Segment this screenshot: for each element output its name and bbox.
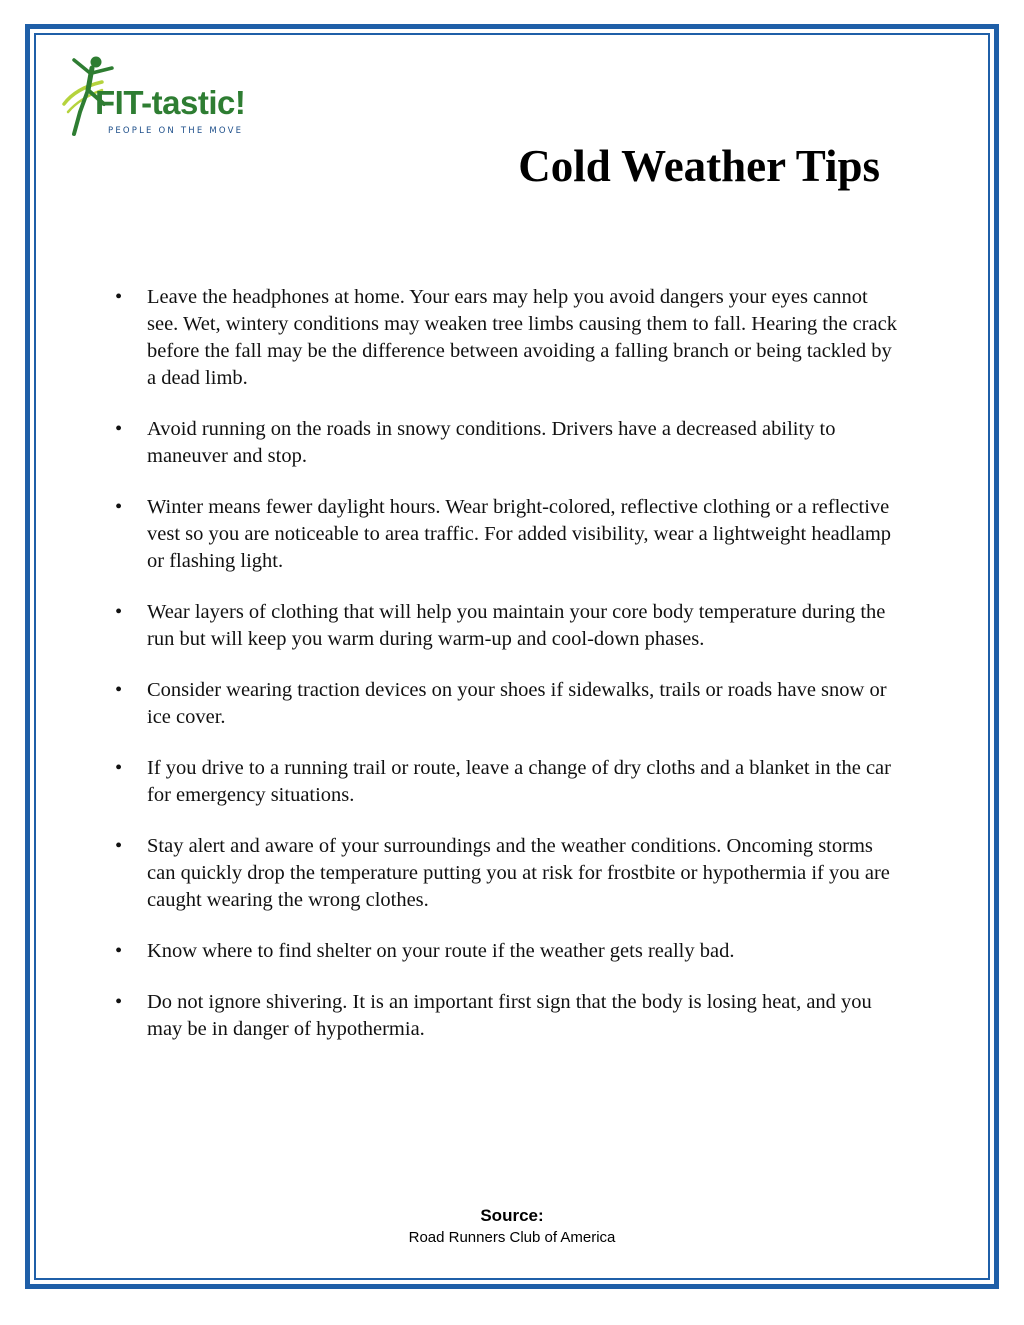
tip-item: • Do not ignore shivering. It is an important first sign that the body is losing heat, and you may be in danger of hypothermia. <box>100 989 900 1043</box>
tip-item: • Leave the headphones at home. Your ears may help you avoid dangers your eyes cannot see. Wet, wintery conditions may weaken tree limbs causing them to fall. Hearing the crack before the fall may be the difference between avoiding a falling branch or being tackled by a dead limb. <box>100 284 900 392</box>
tip-item: • Winter means fewer daylight hours. Wear bright-colored, reflective clothing or a reflective vest so you are noticeable to area traffic. For added visibility, wear a lightweight headlamp or flashing light. <box>100 494 900 575</box>
tips-list <box>100 284 900 1067</box>
tip-item: • If you drive to a running trail or route, leave a change of dry cloths and a blanket in the car for emergency situations. <box>100 755 900 809</box>
tip-item: • Know where to find shelter on your route if the weather gets really bad. <box>100 938 900 965</box>
tip-item: • Avoid running on the roads in snowy conditions. Drivers have a decreased ability to maneuver and stop. <box>100 416 900 470</box>
page-title: Cold Weather Tips <box>518 141 880 191</box>
source-label: Source: <box>480 1206 544 1225</box>
source-name: Road Runners Club of America <box>408 1229 616 1246</box>
tip-item: • Wear layers of clothing that will help you maintain your core body temperature during the run but will keep you warm during warm-up and cool-down phases. <box>100 599 900 653</box>
logo-tagline: PEOPLE ON THE MOVE <box>108 126 244 136</box>
logo-brand-text: FIT-tastic! <box>95 84 246 121</box>
tip-item: • Consider wearing traction devices on your shoes if sidewalks, trails or roads have snow or ice cover. <box>100 677 900 731</box>
tip-item: • Stay alert and aware of your surroundings and the weather conditions. Oncoming storms can quickly drop the temperature putting you at risk for frostbite or hypothermia if you are caught wearing the wrong clothes. <box>100 833 900 914</box>
